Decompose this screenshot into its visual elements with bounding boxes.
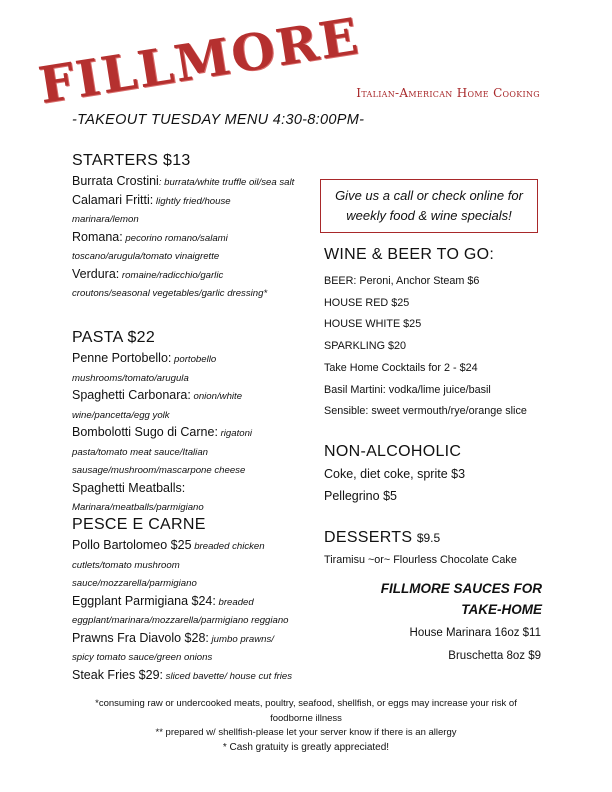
menu-item <box>72 630 297 667</box>
item-name: Penne Portobello: <box>72 351 172 365</box>
menu-item <box>72 192 297 229</box>
pesce-title: PESCE E CARNE <box>72 516 206 533</box>
specials-callout <box>320 179 538 233</box>
item-desc: lightly fried/house marinara/lemon <box>72 195 231 225</box>
menu-item <box>72 593 297 630</box>
footer-line2: ** prepared w/ shellfish-please let your server know if there is an allergy <box>155 727 457 738</box>
footer-line3: * Cash gratuity is greatly appreciated! <box>222 741 390 753</box>
desserts-section <box>324 529 554 566</box>
item-name: Calamari Fritti: <box>72 192 154 207</box>
starters-section <box>72 152 297 303</box>
item-name: Burrata Crostini <box>72 174 159 188</box>
sauces-title-line1: FILLMORE SAUCES FOR <box>380 581 542 596</box>
item-name: Pollo Bartolomeo $25 <box>72 538 192 552</box>
item-desc: sliced bavette/ house cut fries <box>163 670 293 682</box>
wine-line: Take Home Cocktails for 2 - $24 <box>324 361 478 374</box>
starters-title: STARTERS $13 <box>72 152 191 169</box>
sauces-title <box>302 578 542 620</box>
item-desc: romaine/radicchio/garlic croutons/seasonal vegetables/garlic dressing* <box>72 269 268 299</box>
menu-item <box>72 350 297 387</box>
item-desc: : burrata/white truffle oil/sea salt <box>158 177 295 188</box>
item-name: Verdura: <box>72 266 120 281</box>
pesce-section <box>72 516 297 685</box>
item-desc: rigatoni pasta/tomato meat sauce/Italian sausage/mushroom/mascarpone cheese <box>72 428 253 476</box>
menu-item <box>72 387 297 424</box>
menu-item <box>72 667 297 686</box>
item-name: Steak Fries $29: <box>72 667 164 682</box>
sauce-line: Bruschetta 8oz $9 <box>448 650 541 662</box>
wine-line: HOUSE RED $25 <box>324 296 410 309</box>
non-alcoholic-title: NON-ALCOHOLIC <box>324 443 462 460</box>
wine-section <box>324 246 554 423</box>
item-name: Bombolotti Sugo di Carne: <box>72 425 218 439</box>
wine-line: Basil Martini: vodka/lime juice/basil <box>324 383 491 396</box>
pasta-section <box>72 329 297 517</box>
item-desc: onion/white wine/pancetta/egg yolk <box>72 391 243 421</box>
tagline: Italian-American Home Cooking <box>356 86 540 100</box>
item-desc: Marinara/meatballs/parmigiano <box>72 502 204 513</box>
non-alcoholic-line: Pellegrino $5 <box>324 488 397 503</box>
menu-title: -TAKEOUT TUESDAY MENU 4:30-8:00PM- <box>72 112 365 128</box>
wine-line: BEER: Peroni, Anchor Steam $6 <box>324 275 480 287</box>
footer <box>80 697 532 755</box>
item-name: Spaghetti Carbonara: <box>72 388 191 402</box>
desserts-title: DESSERTS <box>324 529 413 546</box>
item-desc: breaded eggplant/marinara/mozzarella/parmigiano reggiano <box>72 596 289 626</box>
sauce-line: House Marinara 16oz $11 <box>409 627 541 639</box>
menu-item <box>72 424 297 480</box>
item-desc: jumbo prawns/ spicy tomato sauce/green onions <box>72 633 274 663</box>
item-name: Spaghetti Meatballs: <box>72 480 186 495</box>
menu-item <box>72 173 297 192</box>
menu-item <box>72 537 297 593</box>
item-desc: portobello mushrooms/tomato/arugula <box>72 354 217 384</box>
callout-text: Give us a call or check online for weekly food & wine specials! <box>335 188 523 223</box>
wine-line: HOUSE WHITE $25 <box>324 318 422 331</box>
pasta-title: PASTA $22 <box>72 329 156 346</box>
item-name: Prawns Fra Diavolo $28: <box>72 630 209 645</box>
wine-line: Sensible: sweet vermouth/rye/orange slice <box>324 405 527 418</box>
wine-title: WINE & BEER TO GO: <box>324 246 495 263</box>
sauces-title-line2: TAKE-HOME <box>461 602 542 617</box>
logo-text: FILLMORE <box>34 6 364 115</box>
non-alcoholic-line: Coke, diet coke, sprite $3 <box>324 467 466 481</box>
wine-line: SPARKLING $20 <box>324 340 407 353</box>
menu-item <box>72 229 297 266</box>
desserts-price: $9.5 <box>416 531 441 545</box>
non-alcoholic-section <box>324 443 554 507</box>
item-name: Romana: <box>72 229 123 244</box>
logo <box>34 6 364 115</box>
menu-item <box>72 266 297 303</box>
item-desc: breaded chicken cutlets/tomato mushroom sauce/mozzarella/parmigiano <box>72 541 265 589</box>
menu-item <box>72 480 297 517</box>
item-desc: pecorino romano/salami toscano/arugula/tomato vinaigrette <box>72 232 228 262</box>
item-name: Eggplant Parmigiana $24: <box>72 593 216 608</box>
footer-line1: *consuming raw or undercooked meats, poultry, seafood, shellfish, or eggs may increase your risk of foodborne illness <box>95 698 517 724</box>
desserts-line: Tiramisu ~or~ Flourless Chocolate Cake <box>324 554 517 566</box>
